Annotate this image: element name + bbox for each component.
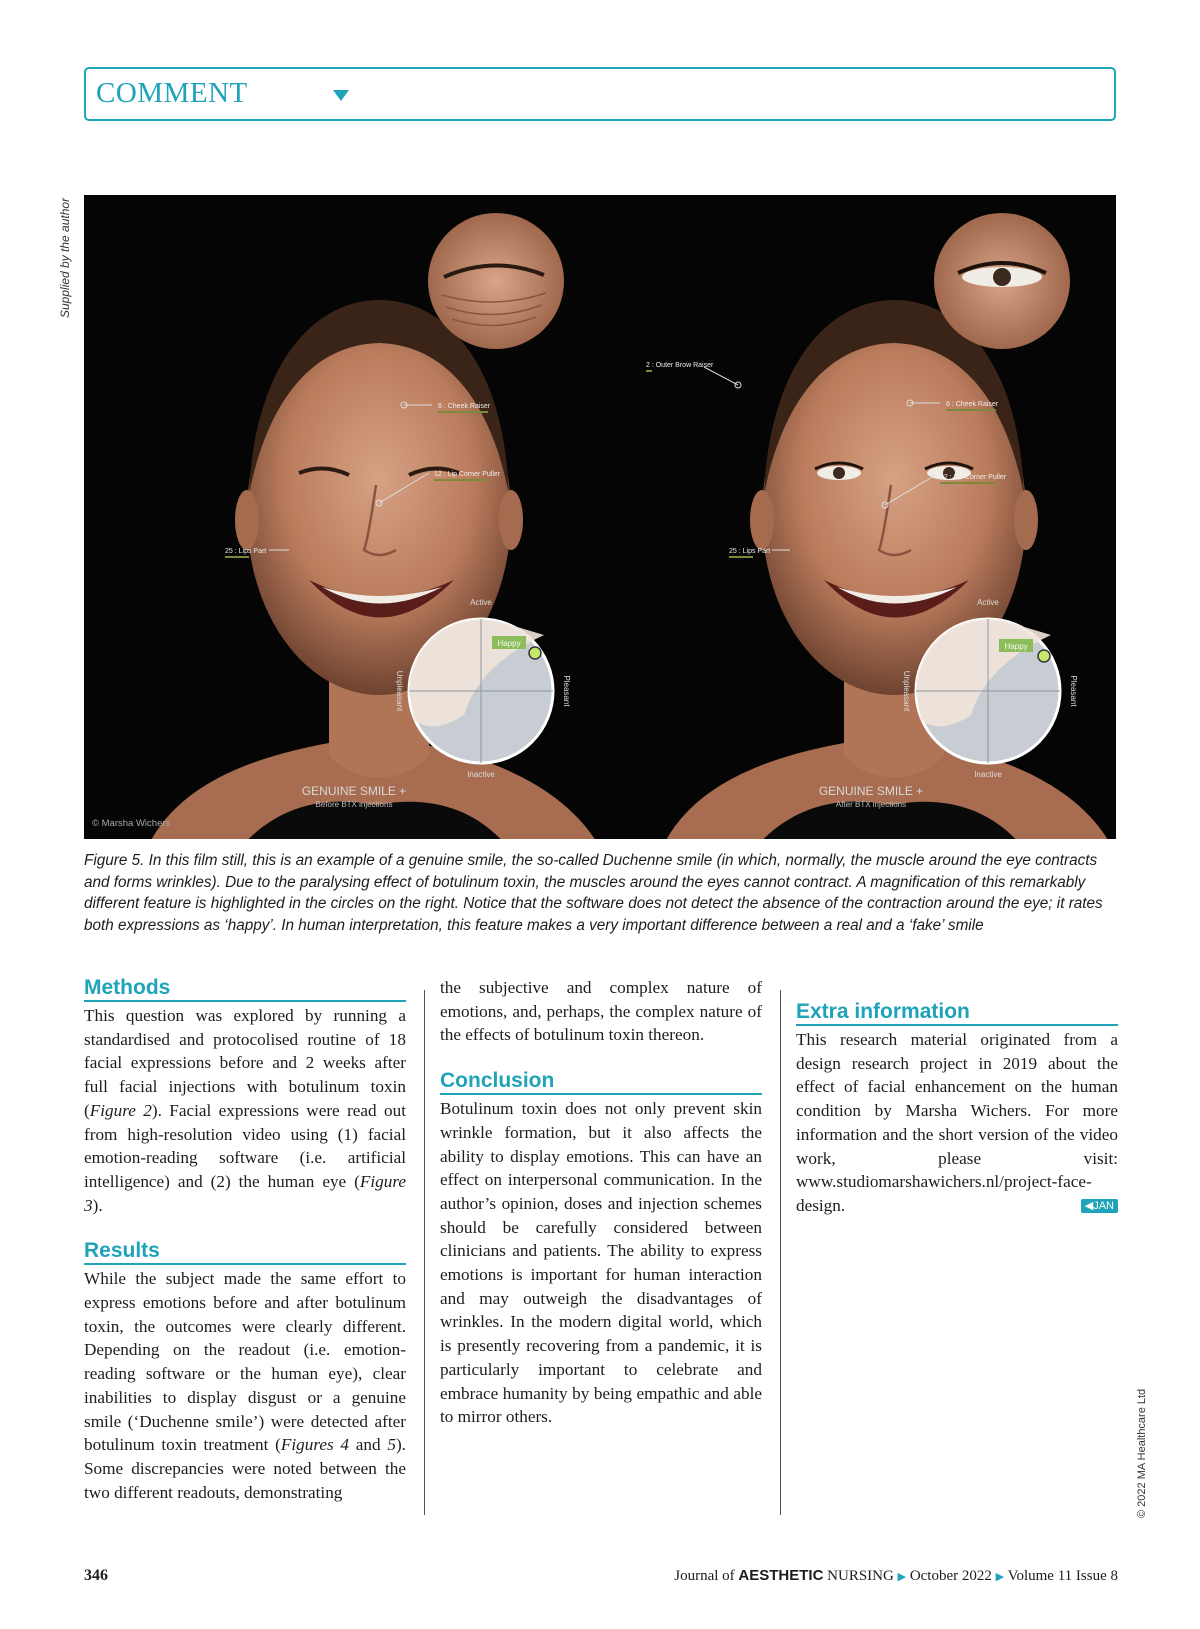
au-label: 2 : Outer Brow Raiser	[646, 362, 714, 369]
axis-label-top: Active	[470, 598, 492, 607]
extra-information-heading: Extra information	[796, 1000, 1118, 1026]
eye-magnifier-before	[428, 213, 564, 349]
column-divider	[424, 990, 425, 1515]
au-label: 6 : Cheek Raiser	[438, 403, 491, 410]
axis-label-bottom: Inactive	[467, 770, 495, 779]
axis-label-right: Pleasant	[562, 675, 571, 707]
figure-caption: Figure 5. In this film still, this is an example of a genuine smile, the so-called Duchenne smile (in which, normally, the muscle around the eye contracts and forms wrinkles). Due to the paralysing effect of botulinum toxin, the muscles around the eyes cannot contract. A magnification of this remarkably different feature is highlighted in the circles on the right. Notice that the software does not detect the absence of the contraction around the eye; it rates both expressions as ‘happy’. In human interpretation, this feature makes a very important difference between a real and a ‘fake’ smile	[84, 852, 1103, 934]
column-divider	[780, 990, 781, 1515]
au-label: 25 : Lips Part	[729, 548, 771, 555]
column-3	[796, 1000, 1118, 1218]
au-label: 12 : Lip Corner Puller	[940, 474, 1007, 481]
conclusion-heading: Conclusion	[440, 1069, 762, 1095]
page-number: 346	[84, 1567, 108, 1584]
methods-paragraph: This question was explored by running a standardised and protocolised routine of 18 facial expressions before and 2 weeks after full facial injections with botulinum toxin (Figure 2). Facial expressions were read out from high-resolution video using (1) facial emotion-reading software (i.e. artificial intelligence) and (2) the human eye (Figure 3).	[84, 1006, 406, 1215]
triangle-down-icon	[333, 90, 349, 101]
results-heading: Results	[84, 1239, 406, 1265]
left-panel	[92, 213, 604, 839]
section-label: COMMENT	[96, 77, 248, 109]
conclusion-paragraph: Botulinum toxin does not only prevent skin wrinkle formation, but it also affects the ability to display emotions. This can have an effect on interpersonal communication. In the author’s opinion, doses and injection schemes should be carefully considered between clinicians and patients. The ability to express emotions is important for human interaction and may outweigh the disadvantages of wrinkles. In the modern digital world, which is presently recovering from a pandemic, it is particularly important to celebrate and embrace humanity by being empathic and able to mirror others.	[440, 1099, 762, 1427]
panel-title: GENUINE SMILE +	[818, 784, 924, 798]
axis-label-top: Active	[977, 598, 999, 607]
emotion-label: Happy	[1004, 642, 1028, 651]
au-label: 12 : Lip Corner Puller	[434, 471, 501, 478]
copyright-notice: © 2022 MA Healthcare Ltd	[1136, 1388, 1148, 1518]
panel-title: GENUINE SMILE +	[301, 784, 407, 798]
right-panel	[646, 213, 1116, 839]
journal-footer: Journal of AESTHETIC NURSING ▶ October 2022 ▶ Volume 11 Issue 8	[674, 1567, 1118, 1584]
panel-subtitle: Before BTX injections	[315, 800, 393, 809]
column-1	[84, 976, 406, 1504]
photo-credit: Supplied by the author	[58, 197, 72, 318]
panel-subtitle: After BTX injections	[835, 800, 907, 809]
axis-label-right: Pleasant	[1069, 675, 1078, 707]
column-2	[440, 976, 762, 1429]
jan-badge: ◀JAN	[1081, 1199, 1118, 1213]
results-paragraph-continued: the subjective and complex nature of emotions, and, perhaps, the complex nature of the effects of botulinum toxin thereon.	[440, 978, 762, 1045]
au-label: 25 : Lips Part	[225, 548, 267, 555]
results-paragraph: While the subject made the same effort to express emotions before and after botulinum toxin, the outcomes were clearly different. Depending on the readout (i.e. emotion-reading software or the human eye), clear inabilities to display disgust or a genuine smile (‘Duchenne smile’) were detected after botulinum toxin treatment (Figures 4 and 5). Some discrepancies were noted between the two different readouts, demonstrating	[84, 1269, 406, 1502]
axis-label-bottom: Inactive	[974, 770, 1002, 779]
axis-label-left: Unpleasant	[395, 670, 404, 712]
emotion-label: Happy	[497, 639, 521, 648]
triangle-right-icon: ▶	[897, 1571, 907, 1583]
extra-information-paragraph: This research material originated from a design research project in 2019 about the effect of facial enhancement on the human condition by Marsha Wichers. For more information and the short version of the video work, please visit: www.studiomarshawichers.nl/project-face-design. ◀JAN	[796, 1030, 1118, 1215]
watermark: © Marsha Wichers	[92, 818, 171, 829]
methods-heading: Methods	[84, 976, 406, 1002]
figure-film-still	[84, 195, 1116, 839]
au-label: 6 : Cheek Raiser	[946, 401, 999, 408]
axis-label-left: Unpleasant	[902, 670, 911, 712]
section-header	[84, 67, 1116, 121]
triangle-right-icon: ▶	[995, 1571, 1005, 1583]
